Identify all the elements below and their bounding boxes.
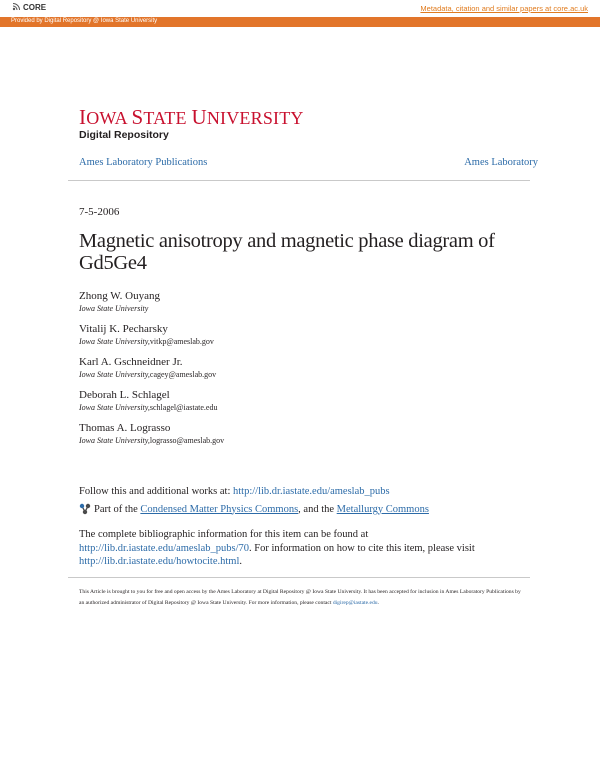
core-top-bar [0,0,600,17]
metadata-link[interactable]: Metadata, citation and similar papers at core.ac.uk [420,4,588,13]
bibliographic-info [79,528,519,569]
affiliation-text: Iowa State University [79,403,148,412]
author-name: Deborah L. Schlagel [79,389,170,401]
author-name: Vitalij K. Pecharsky [79,323,168,335]
metallurgy-commons-link[interactable]: Metallurgy Commons [336,503,429,515]
author-name: Zhong W. Ouyang [79,290,160,302]
author-affiliation: Iowa State University,vitkp@ameslab.gov [79,337,214,346]
university-initial-s: S [131,105,144,129]
author-entry [79,323,224,347]
author-email[interactable]: lograsso@ameslab.gov [149,436,225,445]
follow-line [79,486,390,497]
author-entry [79,389,224,413]
author-entry [79,356,224,380]
university-logo[interactable] [79,105,304,141]
bibliographic-prefix: The complete bibliographic information for this item can be found at [79,529,369,540]
university-name [79,105,304,130]
how-to-cite-link[interactable]: http://lib.dr.iastate.edu/howtocite.html [79,556,240,567]
author-email[interactable]: vitkp@ameslab.gov [149,337,214,346]
university-initial-u: U [191,105,207,129]
university-initial-i: I [79,105,87,129]
publication-date: 7-5-2006 [79,206,120,218]
footnote-suffix: . [377,599,379,606]
condensed-matter-physics-commons-link[interactable]: Condensed Matter Physics Commons [140,503,299,515]
author-entry [79,422,224,446]
access-footnote [79,587,524,608]
part-of-mid: , and the [298,503,337,515]
affiliation-text: Iowa State University [79,304,149,313]
item-url-link[interactable]: http://lib.dr.iastate.edu/ameslab_pubs/70 [79,542,250,554]
ames-lab-link[interactable]: Ames Laboratory [464,157,538,168]
ames-lab-publications-link[interactable]: Ames Laboratory Publications [79,157,208,168]
provided-by-bar [0,17,600,27]
university-word-tate: TATE [143,108,192,128]
contact-email-link[interactable]: digirep@iastate.edu [332,599,378,606]
affiliation-text: Iowa State University [79,436,148,445]
paper-title: Magnetic anisotropy and magnetic phase diagram of Gd5Ge4 [79,230,495,274]
follow-text: Follow this and additional works at: [79,486,233,497]
author-entry [79,290,224,314]
author-list [79,290,224,455]
follow-url-link[interactable]: http://lib.dr.iastate.edu/ameslab_pubs [233,486,390,497]
header-divider [68,180,530,181]
core-logo[interactable] [11,2,46,12]
author-name: Thomas A. Lograsso [79,422,171,434]
part-of-line [79,503,429,515]
author-email[interactable]: schlagel@iastate.edu [149,403,218,412]
author-affiliation: Iowa State University,cagey@ameslab.gov [79,370,217,379]
provided-by-text: Provided by Digital Repository @ Iowa State University [11,18,158,24]
repository-name: Digital Repository [79,129,169,141]
university-word-owa: OWA [86,108,132,128]
author-email[interactable]: cagey@ameslab.gov [149,370,217,379]
author-affiliation: Iowa State University,lograsso@ameslab.gov [79,436,225,445]
author-name: Karl A. Gschneidner Jr. [79,356,183,368]
footnote-divider [68,577,530,578]
core-logo-text: CORE [23,2,47,12]
part-of-prefix: Part of the [94,503,141,515]
footnote-text: This Article is brought to you for free and open access by the Ames Laboratory at Digital Repository @ Iowa State University. It has been accepted for inclusion in Ames Laboratory Publications by an authorized administrator of Digital Repository @ Iowa State University. For more information, please contact [79,589,521,606]
bibliographic-mid: . For information on how to cite this item, please visit [249,542,475,554]
university-word-niversity: NIVERSITY [206,108,304,128]
bibliographic-suffix: . [239,556,243,567]
core-logo-icon [11,2,21,12]
affiliation-text: Iowa State University [79,337,148,346]
author-affiliation [79,303,224,314]
affiliation-text: Iowa State University [79,370,148,379]
author-affiliation: Iowa State University,schlagel@iastate.edu [79,403,218,412]
commons-network-icon [79,503,91,515]
